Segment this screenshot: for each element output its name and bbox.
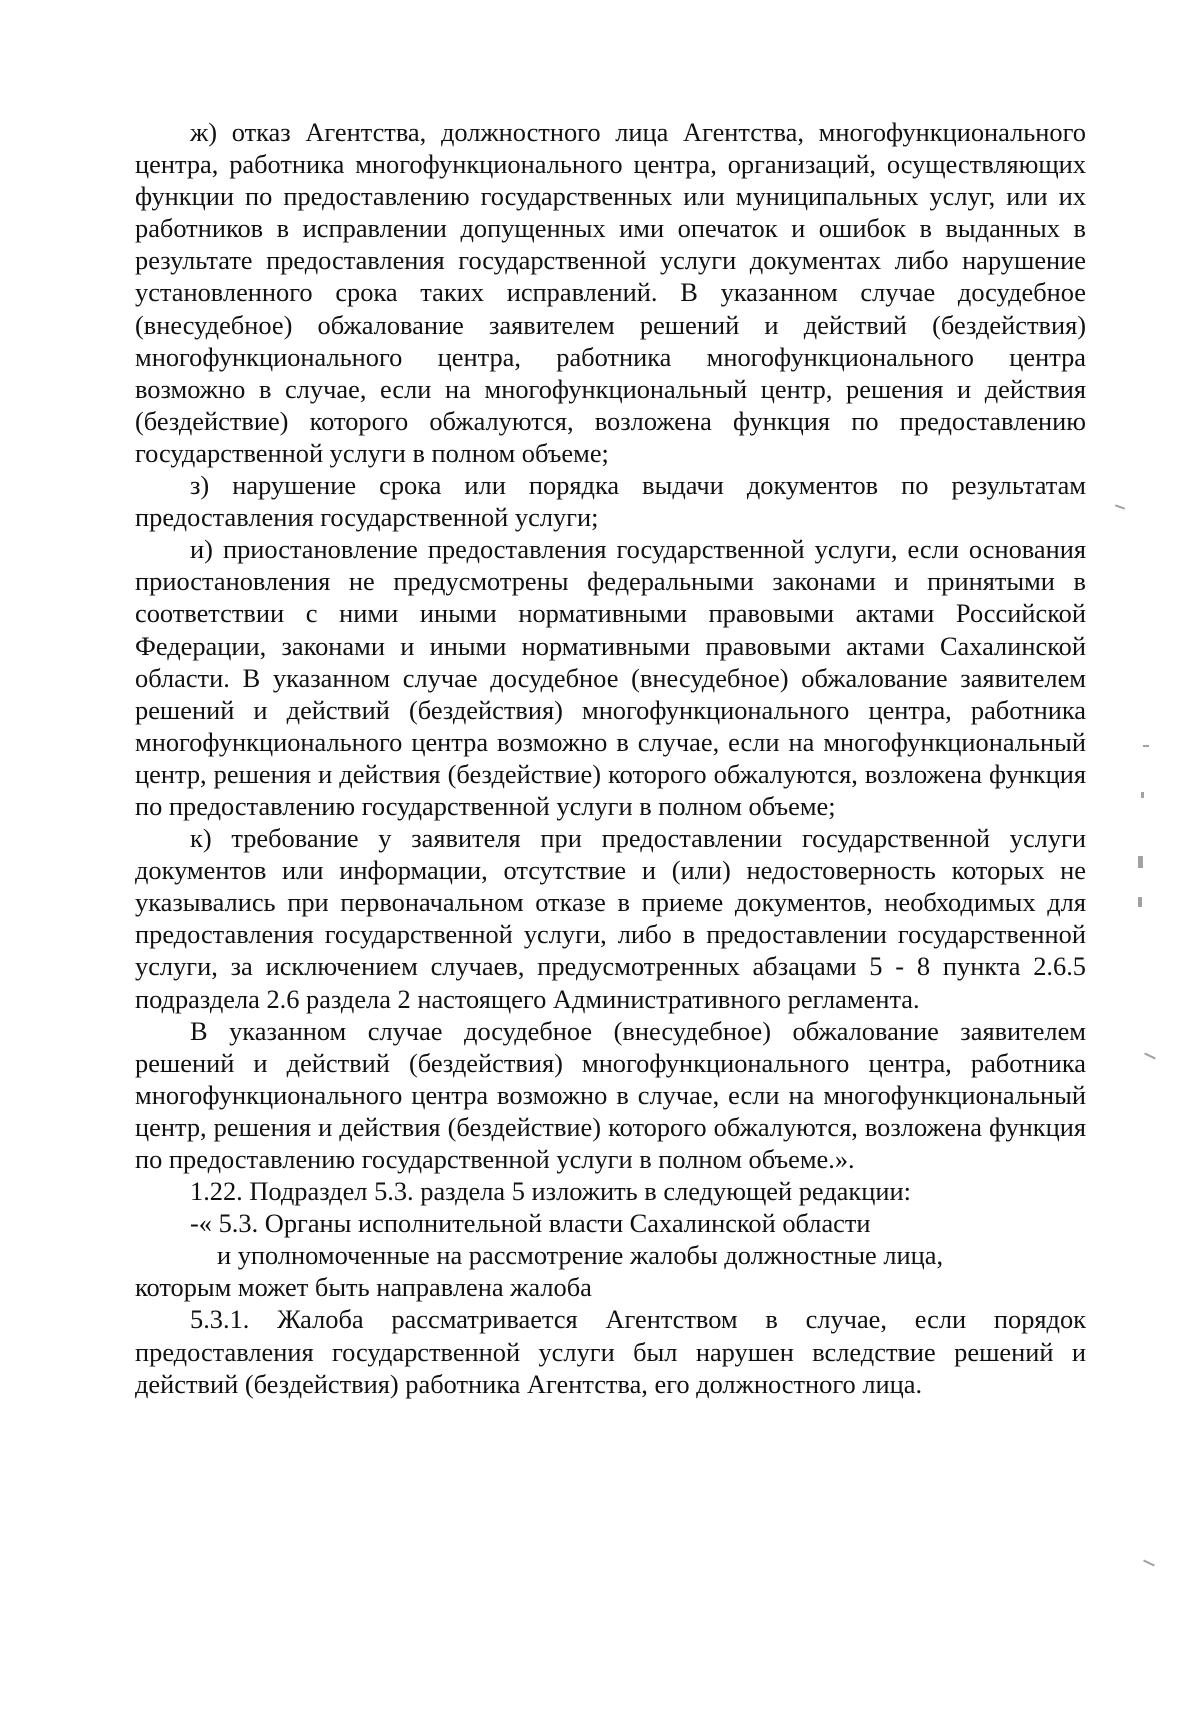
paragraph-amendment: 1.22. Подраздел 5.3. раздела 5 изложить в следующей редакции: (190, 1176, 911, 1207)
paragraph-k: к) требование у заявителя при предоставлении государственной услуги документов или информации, отсутствие и (или) недостоверность которых не указывались при первоначальном отказе в приеме документов, необходимых для предоставления государственной услуги, либо в предоставлении государственной услуги, за исключением случаев, предусмотренных абзацами 5 - 8 пункта 2.6.5 подраздела 2.6 раздела 2 настоящего Административного регламента. (135, 823, 1086, 1014)
scan-artifact (1141, 792, 1144, 798)
paragraph-zh: ж) отказ Агентства, должностного лица Агентства, многофункционального центра, работника многофункционального центра, организаций, осуществляющих функции по предоставлению государственных или муниципальных услуг, или их работников в исправлении допущенных ими опечаток и ошибок в выданных в результате предоставления государственной услуги документах либо нарушение установленного срока таких исправлений. В указанном случае досудебное (внесудебное) обжалование заявителем решений и действий (бездействия) многофункционального центра, работника многофункционального центра возможно в случае, если на многофункциональный центр, решения и действия (бездействие) которого обжалуются, возложена функция по предоставлению государственной услуги в полном объеме; (135, 117, 1086, 468)
section-heading-line1: -« 5.3. Органы исполнительной власти Сахалинской области (190, 1208, 871, 1239)
paragraph-5-3-1: 5.3.1. Жалоба рассматривается Агентством в случае, если порядок предоставления государственной услуги был нарушен вследствие решений и действий (бездействия) работника Агентства, его должностного лица. (135, 1304, 1086, 1399)
paragraph-note: В указанном случае досудебное (внесудебное) обжалование заявителем решений и действий (бездействия) многофункционального центра, работника многофункционального центра возможно в случае, если на многофункциональный центр, решения и действия (бездействие) которого обжалуются, возложена функция по предоставлению государственной услуги в полном объеме.». (135, 1015, 1086, 1174)
section-heading-line3: которым может быть направлена жалоба (135, 1272, 592, 1303)
scan-artifact (1143, 1560, 1155, 1567)
scan-artifact (1143, 745, 1149, 747)
scan-artifact (1138, 856, 1143, 868)
document-body (135, 116, 1086, 1400)
paragraph-i: и) приостановление предоставления государственной услуги, если основания приостановления не предусмотрены федеральными законами и принятыми в соответствии с ними иными нормативными правовыми актами Российской Федерации, законами и иными нормативными правовыми актами Сахалинской области. В указанном случае досудебное (внесудебное) обжалование заявителем решений и действий (бездействия) многофункционального центра, работника многофункционального центра возможно в случае, если на многофункциональный центр, решения и действия (бездействие) которого обжалуются, возложена функция по предоставлению государственной услуги в полном объеме; (135, 534, 1086, 821)
scan-artifact (1115, 504, 1125, 509)
scan-artifact (1144, 1053, 1156, 1060)
paragraph-z: з) нарушение срока или порядка выдачи документов по результатам предоставления государственной услуги; (135, 470, 1086, 533)
section-heading-line2: и уполномоченные на рассмотрение жалобы должностные лица, (217, 1240, 944, 1271)
scan-artifact (1138, 897, 1142, 907)
